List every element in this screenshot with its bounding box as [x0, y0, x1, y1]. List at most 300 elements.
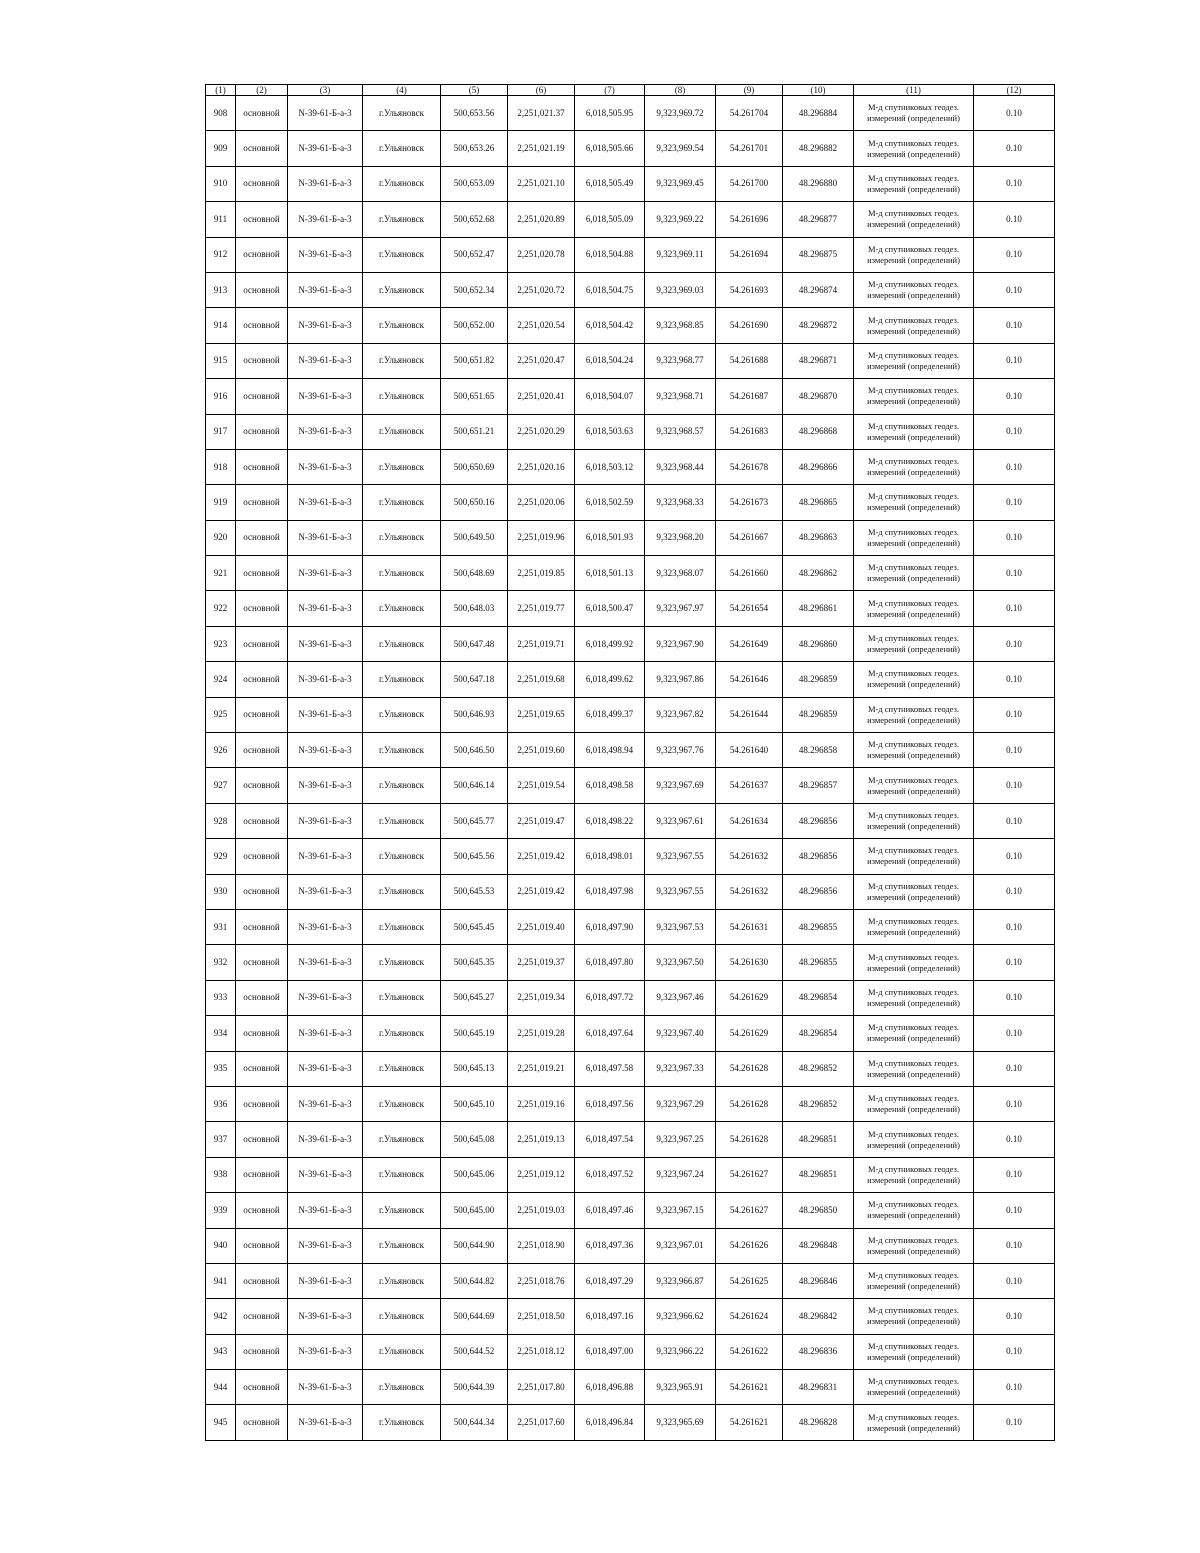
coord-x-cell: 500,650.69: [441, 449, 508, 484]
longitude-cell: 48.296859: [783, 662, 854, 697]
latitude-cell: 54.261627: [716, 1193, 783, 1228]
column-header: (2): [236, 85, 288, 96]
coord-x2-cell: 6,018,502.59: [575, 485, 645, 520]
coord-x2-cell: 6,018,497.52: [575, 1157, 645, 1192]
settlement-cell: г.Ульяновск: [363, 556, 441, 591]
coord-y2-cell: 9,323,969.54: [645, 131, 716, 166]
map-sheet-cell: N-39-61-Б-а-3: [288, 626, 363, 661]
accuracy-cell: 0.10: [974, 1263, 1055, 1298]
coord-x2-cell: 6,018,505.66: [575, 131, 645, 166]
accuracy-cell: 0.10: [974, 1051, 1055, 1086]
accuracy-cell: 0.10: [974, 803, 1055, 838]
coord-y2-cell: 9,323,967.29: [645, 1086, 716, 1121]
coord-x2-cell: 6,018,497.16: [575, 1299, 645, 1334]
coord-x-cell: 500,644.34: [441, 1405, 508, 1440]
latitude-cell: 54.261632: [716, 839, 783, 874]
longitude-cell: 48.296854: [783, 1016, 854, 1051]
method-cell: М-д спутниковых геодез. измерений (определений): [854, 1051, 974, 1086]
point-type-cell: основной: [236, 166, 288, 201]
longitude-cell: 48.296868: [783, 414, 854, 449]
longitude-cell: 48.296882: [783, 131, 854, 166]
longitude-cell: 48.296854: [783, 980, 854, 1015]
coord-x-cell: 500,652.00: [441, 308, 508, 343]
coord-y-cell: 2,251,019.42: [508, 874, 575, 909]
coord-x2-cell: 6,018,497.90: [575, 909, 645, 944]
table-row: [206, 343, 1055, 378]
longitude-cell: 48.296828: [783, 1405, 854, 1440]
accuracy-cell: 0.10: [974, 131, 1055, 166]
accuracy-cell: 0.10: [974, 414, 1055, 449]
coord-y-cell: 2,251,020.06: [508, 485, 575, 520]
method-cell: М-д спутниковых геодез. измерений (определений): [854, 485, 974, 520]
method-cell: М-д спутниковых геодез. измерений (определений): [854, 379, 974, 414]
latitude-cell: 54.261683: [716, 414, 783, 449]
map-sheet-cell: N-39-61-Б-а-3: [288, 237, 363, 272]
latitude-cell: 54.261640: [716, 733, 783, 768]
latitude-cell: 54.261646: [716, 662, 783, 697]
map-sheet-cell: N-39-61-Б-а-3: [288, 131, 363, 166]
accuracy-cell: 0.10: [974, 1122, 1055, 1157]
point-type-cell: основной: [236, 96, 288, 131]
coord-y2-cell: 9,323,966.22: [645, 1334, 716, 1369]
point-type-cell: основной: [236, 556, 288, 591]
coord-x2-cell: 6,018,497.00: [575, 1334, 645, 1369]
coord-x-cell: 500,645.35: [441, 945, 508, 980]
method-cell: М-д спутниковых геодез. измерений (определений): [854, 449, 974, 484]
method-cell: М-д спутниковых геодез. измерений (определений): [854, 874, 974, 909]
settlement-cell: г.Ульяновск: [363, 166, 441, 201]
settlement-cell: г.Ульяновск: [363, 839, 441, 874]
map-sheet-cell: N-39-61-Б-а-3: [288, 1299, 363, 1334]
header-row: [206, 85, 1055, 96]
coord-x-cell: 500,645.27: [441, 980, 508, 1015]
settlement-cell: г.Ульяновск: [363, 591, 441, 626]
point-type-cell: основной: [236, 520, 288, 555]
table-row: [206, 1016, 1055, 1051]
column-header: (11): [854, 85, 974, 96]
longitude-cell: 48.296851: [783, 1157, 854, 1192]
latitude-cell: 54.261628: [716, 1086, 783, 1121]
settlement-cell: г.Ульяновск: [363, 874, 441, 909]
coord-y-cell: 2,251,019.34: [508, 980, 575, 1015]
latitude-cell: 54.261654: [716, 591, 783, 626]
point-type-cell: основной: [236, 874, 288, 909]
coord-y-cell: 2,251,020.54: [508, 308, 575, 343]
settlement-cell: г.Ульяновск: [363, 308, 441, 343]
table-row: [206, 520, 1055, 555]
accuracy-cell: 0.10: [974, 1299, 1055, 1334]
longitude-cell: 48.296872: [783, 308, 854, 343]
coord-x-cell: 500,645.00: [441, 1193, 508, 1228]
table-row: [206, 1193, 1055, 1228]
point-number-cell: 944: [206, 1370, 236, 1405]
method-cell: М-д спутниковых геодез. измерений (определений): [854, 1122, 974, 1157]
settlement-cell: г.Ульяновск: [363, 626, 441, 661]
coord-y-cell: 2,251,021.19: [508, 131, 575, 166]
accuracy-cell: 0.10: [974, 1086, 1055, 1121]
coord-x-cell: 500,648.69: [441, 556, 508, 591]
longitude-cell: 48.296852: [783, 1086, 854, 1121]
accuracy-cell: 0.10: [974, 556, 1055, 591]
accuracy-cell: 0.10: [974, 591, 1055, 626]
coord-x-cell: 500,645.53: [441, 874, 508, 909]
longitude-cell: 48.296859: [783, 697, 854, 732]
table-row: [206, 131, 1055, 166]
map-sheet-cell: N-39-61-Б-а-3: [288, 591, 363, 626]
latitude-cell: 54.261649: [716, 626, 783, 661]
accuracy-cell: 0.10: [974, 697, 1055, 732]
settlement-cell: г.Ульяновск: [363, 803, 441, 838]
longitude-cell: 48.296880: [783, 166, 854, 201]
accuracy-cell: 0.10: [974, 980, 1055, 1015]
point-type-cell: основной: [236, 909, 288, 944]
accuracy-cell: 0.10: [974, 1334, 1055, 1369]
point-number-cell: 927: [206, 768, 236, 803]
accuracy-cell: 0.10: [974, 272, 1055, 307]
settlement-cell: г.Ульяновск: [363, 1016, 441, 1051]
coord-x-cell: 500,645.56: [441, 839, 508, 874]
table-row: [206, 591, 1055, 626]
longitude-cell: 48.296875: [783, 237, 854, 272]
accuracy-cell: 0.10: [974, 343, 1055, 378]
latitude-cell: 54.261673: [716, 485, 783, 520]
coord-y2-cell: 9,323,967.97: [645, 591, 716, 626]
point-type-cell: основной: [236, 1299, 288, 1334]
settlement-cell: г.Ульяновск: [363, 1051, 441, 1086]
latitude-cell: 54.261632: [716, 874, 783, 909]
table-row: [206, 626, 1055, 661]
method-cell: М-д спутниковых геодез. измерений (определений): [854, 272, 974, 307]
coord-y2-cell: 9,323,967.69: [645, 768, 716, 803]
settlement-cell: г.Ульяновск: [363, 1334, 441, 1369]
latitude-cell: 54.261629: [716, 980, 783, 1015]
point-number-cell: 926: [206, 733, 236, 768]
coord-y-cell: 2,251,017.60: [508, 1405, 575, 1440]
accuracy-cell: 0.10: [974, 308, 1055, 343]
coord-y-cell: 2,251,019.21: [508, 1051, 575, 1086]
method-cell: М-д спутниковых геодез. измерений (определений): [854, 839, 974, 874]
coord-y-cell: 2,251,019.12: [508, 1157, 575, 1192]
map-sheet-cell: N-39-61-Б-а-3: [288, 556, 363, 591]
method-cell: М-д спутниковых геодез. измерений (определений): [854, 662, 974, 697]
longitude-cell: 48.296836: [783, 1334, 854, 1369]
accuracy-cell: 0.10: [974, 1193, 1055, 1228]
point-number-cell: 923: [206, 626, 236, 661]
map-sheet-cell: N-39-61-Б-а-3: [288, 1016, 363, 1051]
coord-x-cell: 500,649.50: [441, 520, 508, 555]
settlement-cell: г.Ульяновск: [363, 697, 441, 732]
map-sheet-cell: N-39-61-Б-а-3: [288, 733, 363, 768]
coord-y2-cell: 9,323,968.20: [645, 520, 716, 555]
latitude-cell: 54.261628: [716, 1051, 783, 1086]
latitude-cell: 54.261688: [716, 343, 783, 378]
latitude-cell: 54.261629: [716, 1016, 783, 1051]
accuracy-cell: 0.10: [974, 626, 1055, 661]
point-number-cell: 931: [206, 909, 236, 944]
accuracy-cell: 0.10: [974, 1228, 1055, 1263]
coord-x-cell: 500,644.69: [441, 1299, 508, 1334]
map-sheet-cell: N-39-61-Б-а-3: [288, 839, 363, 874]
coord-x2-cell: 6,018,504.24: [575, 343, 645, 378]
method-cell: М-д спутниковых геодез. измерений (определений): [854, 1086, 974, 1121]
method-cell: М-д спутниковых геодез. измерений (определений): [854, 1370, 974, 1405]
coord-x-cell: 500,651.21: [441, 414, 508, 449]
coord-y-cell: 2,251,019.03: [508, 1193, 575, 1228]
point-type-cell: основной: [236, 1122, 288, 1157]
method-cell: М-д спутниковых геодез. измерений (определений): [854, 591, 974, 626]
coord-x2-cell: 6,018,501.93: [575, 520, 645, 555]
map-sheet-cell: N-39-61-Б-а-3: [288, 697, 363, 732]
point-number-cell: 917: [206, 414, 236, 449]
settlement-cell: г.Ульяновск: [363, 909, 441, 944]
coord-y2-cell: 9,323,965.91: [645, 1370, 716, 1405]
column-header: (1): [206, 85, 236, 96]
latitude-cell: 54.261644: [716, 697, 783, 732]
coord-x2-cell: 6,018,496.84: [575, 1405, 645, 1440]
longitude-cell: 48.296860: [783, 626, 854, 661]
column-header: (4): [363, 85, 441, 96]
latitude-cell: 54.261678: [716, 449, 783, 484]
point-number-cell: 916: [206, 379, 236, 414]
coord-y-cell: 2,251,017.80: [508, 1370, 575, 1405]
column-header: (12): [974, 85, 1055, 96]
longitude-cell: 48.296852: [783, 1051, 854, 1086]
settlement-cell: г.Ульяновск: [363, 980, 441, 1015]
longitude-cell: 48.296842: [783, 1299, 854, 1334]
coord-y2-cell: 9,323,967.24: [645, 1157, 716, 1192]
table-row: [206, 485, 1055, 520]
accuracy-cell: 0.10: [974, 839, 1055, 874]
latitude-cell: 54.261622: [716, 1334, 783, 1369]
method-cell: М-д спутниковых геодез. измерений (определений): [854, 1193, 974, 1228]
coord-x2-cell: 6,018,497.54: [575, 1122, 645, 1157]
latitude-cell: 54.261630: [716, 945, 783, 980]
point-number-cell: 929: [206, 839, 236, 874]
latitude-cell: 54.261690: [716, 308, 783, 343]
point-type-cell: основной: [236, 1263, 288, 1298]
map-sheet-cell: N-39-61-Б-а-3: [288, 1370, 363, 1405]
method-cell: М-д спутниковых геодез. измерений (определений): [854, 909, 974, 944]
longitude-cell: 48.296871: [783, 343, 854, 378]
settlement-cell: г.Ульяновск: [363, 237, 441, 272]
point-type-cell: основной: [236, 662, 288, 697]
coord-y-cell: 2,251,020.16: [508, 449, 575, 484]
point-type-cell: основной: [236, 1370, 288, 1405]
coord-y-cell: 2,251,019.13: [508, 1122, 575, 1157]
accuracy-cell: 0.10: [974, 520, 1055, 555]
method-cell: М-д спутниковых геодез. измерений (определений): [854, 697, 974, 732]
point-number-cell: 941: [206, 1263, 236, 1298]
coord-x-cell: 500,652.68: [441, 202, 508, 237]
coord-y-cell: 2,251,019.85: [508, 556, 575, 591]
column-header: (10): [783, 85, 854, 96]
coord-y2-cell: 9,323,967.86: [645, 662, 716, 697]
accuracy-cell: 0.10: [974, 874, 1055, 909]
longitude-cell: 48.296855: [783, 909, 854, 944]
accuracy-cell: 0.10: [974, 237, 1055, 272]
point-number-cell: 910: [206, 166, 236, 201]
point-number-cell: 909: [206, 131, 236, 166]
longitude-cell: 48.296856: [783, 803, 854, 838]
table-row: [206, 662, 1055, 697]
settlement-cell: г.Ульяновск: [363, 945, 441, 980]
method-cell: М-д спутниковых геодез. измерений (определений): [854, 556, 974, 591]
latitude-cell: 54.261687: [716, 379, 783, 414]
coord-x2-cell: 6,018,497.64: [575, 1016, 645, 1051]
coord-x-cell: 500,644.90: [441, 1228, 508, 1263]
column-header: (5): [441, 85, 508, 96]
latitude-cell: 54.261696: [716, 202, 783, 237]
coord-y-cell: 2,251,018.12: [508, 1334, 575, 1369]
coord-x2-cell: 6,018,503.63: [575, 414, 645, 449]
settlement-cell: г.Ульяновск: [363, 1193, 441, 1228]
table-row: [206, 839, 1055, 874]
map-sheet-cell: N-39-61-Б-а-3: [288, 1051, 363, 1086]
map-sheet-cell: N-39-61-Б-а-3: [288, 1228, 363, 1263]
longitude-cell: 48.296846: [783, 1263, 854, 1298]
longitude-cell: 48.296862: [783, 556, 854, 591]
settlement-cell: г.Ульяновск: [363, 414, 441, 449]
map-sheet-cell: N-39-61-Б-а-3: [288, 96, 363, 131]
point-number-cell: 942: [206, 1299, 236, 1334]
point-type-cell: основной: [236, 1016, 288, 1051]
coord-y-cell: 2,251,019.77: [508, 591, 575, 626]
coord-y2-cell: 9,323,966.87: [645, 1263, 716, 1298]
map-sheet-cell: N-39-61-Б-а-3: [288, 379, 363, 414]
accuracy-cell: 0.10: [974, 1405, 1055, 1440]
table-row: [206, 768, 1055, 803]
method-cell: М-д спутниковых геодез. измерений (определений): [854, 980, 974, 1015]
method-cell: М-д спутниковых геодез. измерений (определений): [854, 803, 974, 838]
point-type-cell: основной: [236, 485, 288, 520]
table-row: [206, 272, 1055, 307]
point-number-cell: 911: [206, 202, 236, 237]
point-type-cell: основной: [236, 1405, 288, 1440]
method-cell: М-д спутниковых геодез. измерений (определений): [854, 1016, 974, 1051]
longitude-cell: 48.296857: [783, 768, 854, 803]
table-row: [206, 1086, 1055, 1121]
coord-x-cell: 500,647.18: [441, 662, 508, 697]
coord-y-cell: 2,251,020.72: [508, 272, 575, 307]
coord-x2-cell: 6,018,498.22: [575, 803, 645, 838]
coord-y2-cell: 9,323,967.55: [645, 874, 716, 909]
table-row: [206, 1263, 1055, 1298]
point-number-cell: 935: [206, 1051, 236, 1086]
latitude-cell: 54.261628: [716, 1122, 783, 1157]
coord-y-cell: 2,251,021.10: [508, 166, 575, 201]
point-number-cell: 922: [206, 591, 236, 626]
coord-x-cell: 500,645.45: [441, 909, 508, 944]
table-row: [206, 909, 1055, 944]
coord-x2-cell: 6,018,499.92: [575, 626, 645, 661]
map-sheet-cell: N-39-61-Б-а-3: [288, 1334, 363, 1369]
coord-x2-cell: 6,018,500.47: [575, 591, 645, 626]
point-number-cell: 928: [206, 803, 236, 838]
point-number-cell: 915: [206, 343, 236, 378]
point-number-cell: 924: [206, 662, 236, 697]
settlement-cell: г.Ульяновск: [363, 1299, 441, 1334]
settlement-cell: г.Ульяновск: [363, 1370, 441, 1405]
point-number-cell: 914: [206, 308, 236, 343]
latitude-cell: 54.261660: [716, 556, 783, 591]
latitude-cell: 54.261637: [716, 768, 783, 803]
point-number-cell: 932: [206, 945, 236, 980]
coord-y2-cell: 9,323,966.62: [645, 1299, 716, 1334]
latitude-cell: 54.261667: [716, 520, 783, 555]
point-number-cell: 945: [206, 1405, 236, 1440]
coord-x2-cell: 6,018,497.36: [575, 1228, 645, 1263]
point-type-cell: основной: [236, 980, 288, 1015]
point-type-cell: основной: [236, 1193, 288, 1228]
coord-x2-cell: 6,018,504.88: [575, 237, 645, 272]
coord-y2-cell: 9,323,968.33: [645, 485, 716, 520]
accuracy-cell: 0.10: [974, 1157, 1055, 1192]
method-cell: М-д спутниковых геодез. измерений (определений): [854, 733, 974, 768]
coord-y2-cell: 9,323,967.15: [645, 1193, 716, 1228]
accuracy-cell: 0.10: [974, 485, 1055, 520]
latitude-cell: 54.261621: [716, 1405, 783, 1440]
coord-x-cell: 500,645.13: [441, 1051, 508, 1086]
column-header: (7): [575, 85, 645, 96]
coord-x-cell: 500,650.16: [441, 485, 508, 520]
map-sheet-cell: N-39-61-Б-а-3: [288, 980, 363, 1015]
point-type-cell: основной: [236, 379, 288, 414]
coord-y-cell: 2,251,019.40: [508, 909, 575, 944]
latitude-cell: 54.261700: [716, 166, 783, 201]
coord-y-cell: 2,251,020.89: [508, 202, 575, 237]
settlement-cell: г.Ульяновск: [363, 343, 441, 378]
coord-y2-cell: 9,323,969.22: [645, 202, 716, 237]
point-number-cell: 925: [206, 697, 236, 732]
point-number-cell: 936: [206, 1086, 236, 1121]
point-type-cell: основной: [236, 626, 288, 661]
map-sheet-cell: N-39-61-Б-а-3: [288, 272, 363, 307]
point-type-cell: основной: [236, 945, 288, 980]
column-header: (8): [645, 85, 716, 96]
table-row: [206, 556, 1055, 591]
coordinates-table: [205, 84, 1055, 1441]
settlement-cell: г.Ульяновск: [363, 1263, 441, 1298]
coord-x-cell: 500,646.50: [441, 733, 508, 768]
longitude-cell: 48.296866: [783, 449, 854, 484]
method-cell: М-д спутниковых геодез. измерений (определений): [854, 945, 974, 980]
table-row: [206, 1228, 1055, 1263]
point-type-cell: основной: [236, 768, 288, 803]
table-row: [206, 1122, 1055, 1157]
coord-y2-cell: 9,323,967.01: [645, 1228, 716, 1263]
settlement-cell: г.Ульяновск: [363, 1157, 441, 1192]
longitude-cell: 48.296884: [783, 96, 854, 131]
accuracy-cell: 0.10: [974, 202, 1055, 237]
table-row: [206, 803, 1055, 838]
coord-y-cell: 2,251,019.47: [508, 803, 575, 838]
coord-y-cell: 2,251,019.65: [508, 697, 575, 732]
coord-y-cell: 2,251,020.41: [508, 379, 575, 414]
longitude-cell: 48.296870: [783, 379, 854, 414]
coord-x-cell: 500,652.47: [441, 237, 508, 272]
coord-y2-cell: 9,323,969.03: [645, 272, 716, 307]
settlement-cell: г.Ульяновск: [363, 272, 441, 307]
point-type-cell: основной: [236, 1228, 288, 1263]
coord-x-cell: 500,645.08: [441, 1122, 508, 1157]
coord-x-cell: 500,651.82: [441, 343, 508, 378]
table-row: [206, 945, 1055, 980]
map-sheet-cell: N-39-61-Б-а-3: [288, 803, 363, 838]
latitude-cell: 54.261701: [716, 131, 783, 166]
coord-y2-cell: 9,323,965.69: [645, 1405, 716, 1440]
longitude-cell: 48.296856: [783, 874, 854, 909]
point-type-cell: основной: [236, 803, 288, 838]
